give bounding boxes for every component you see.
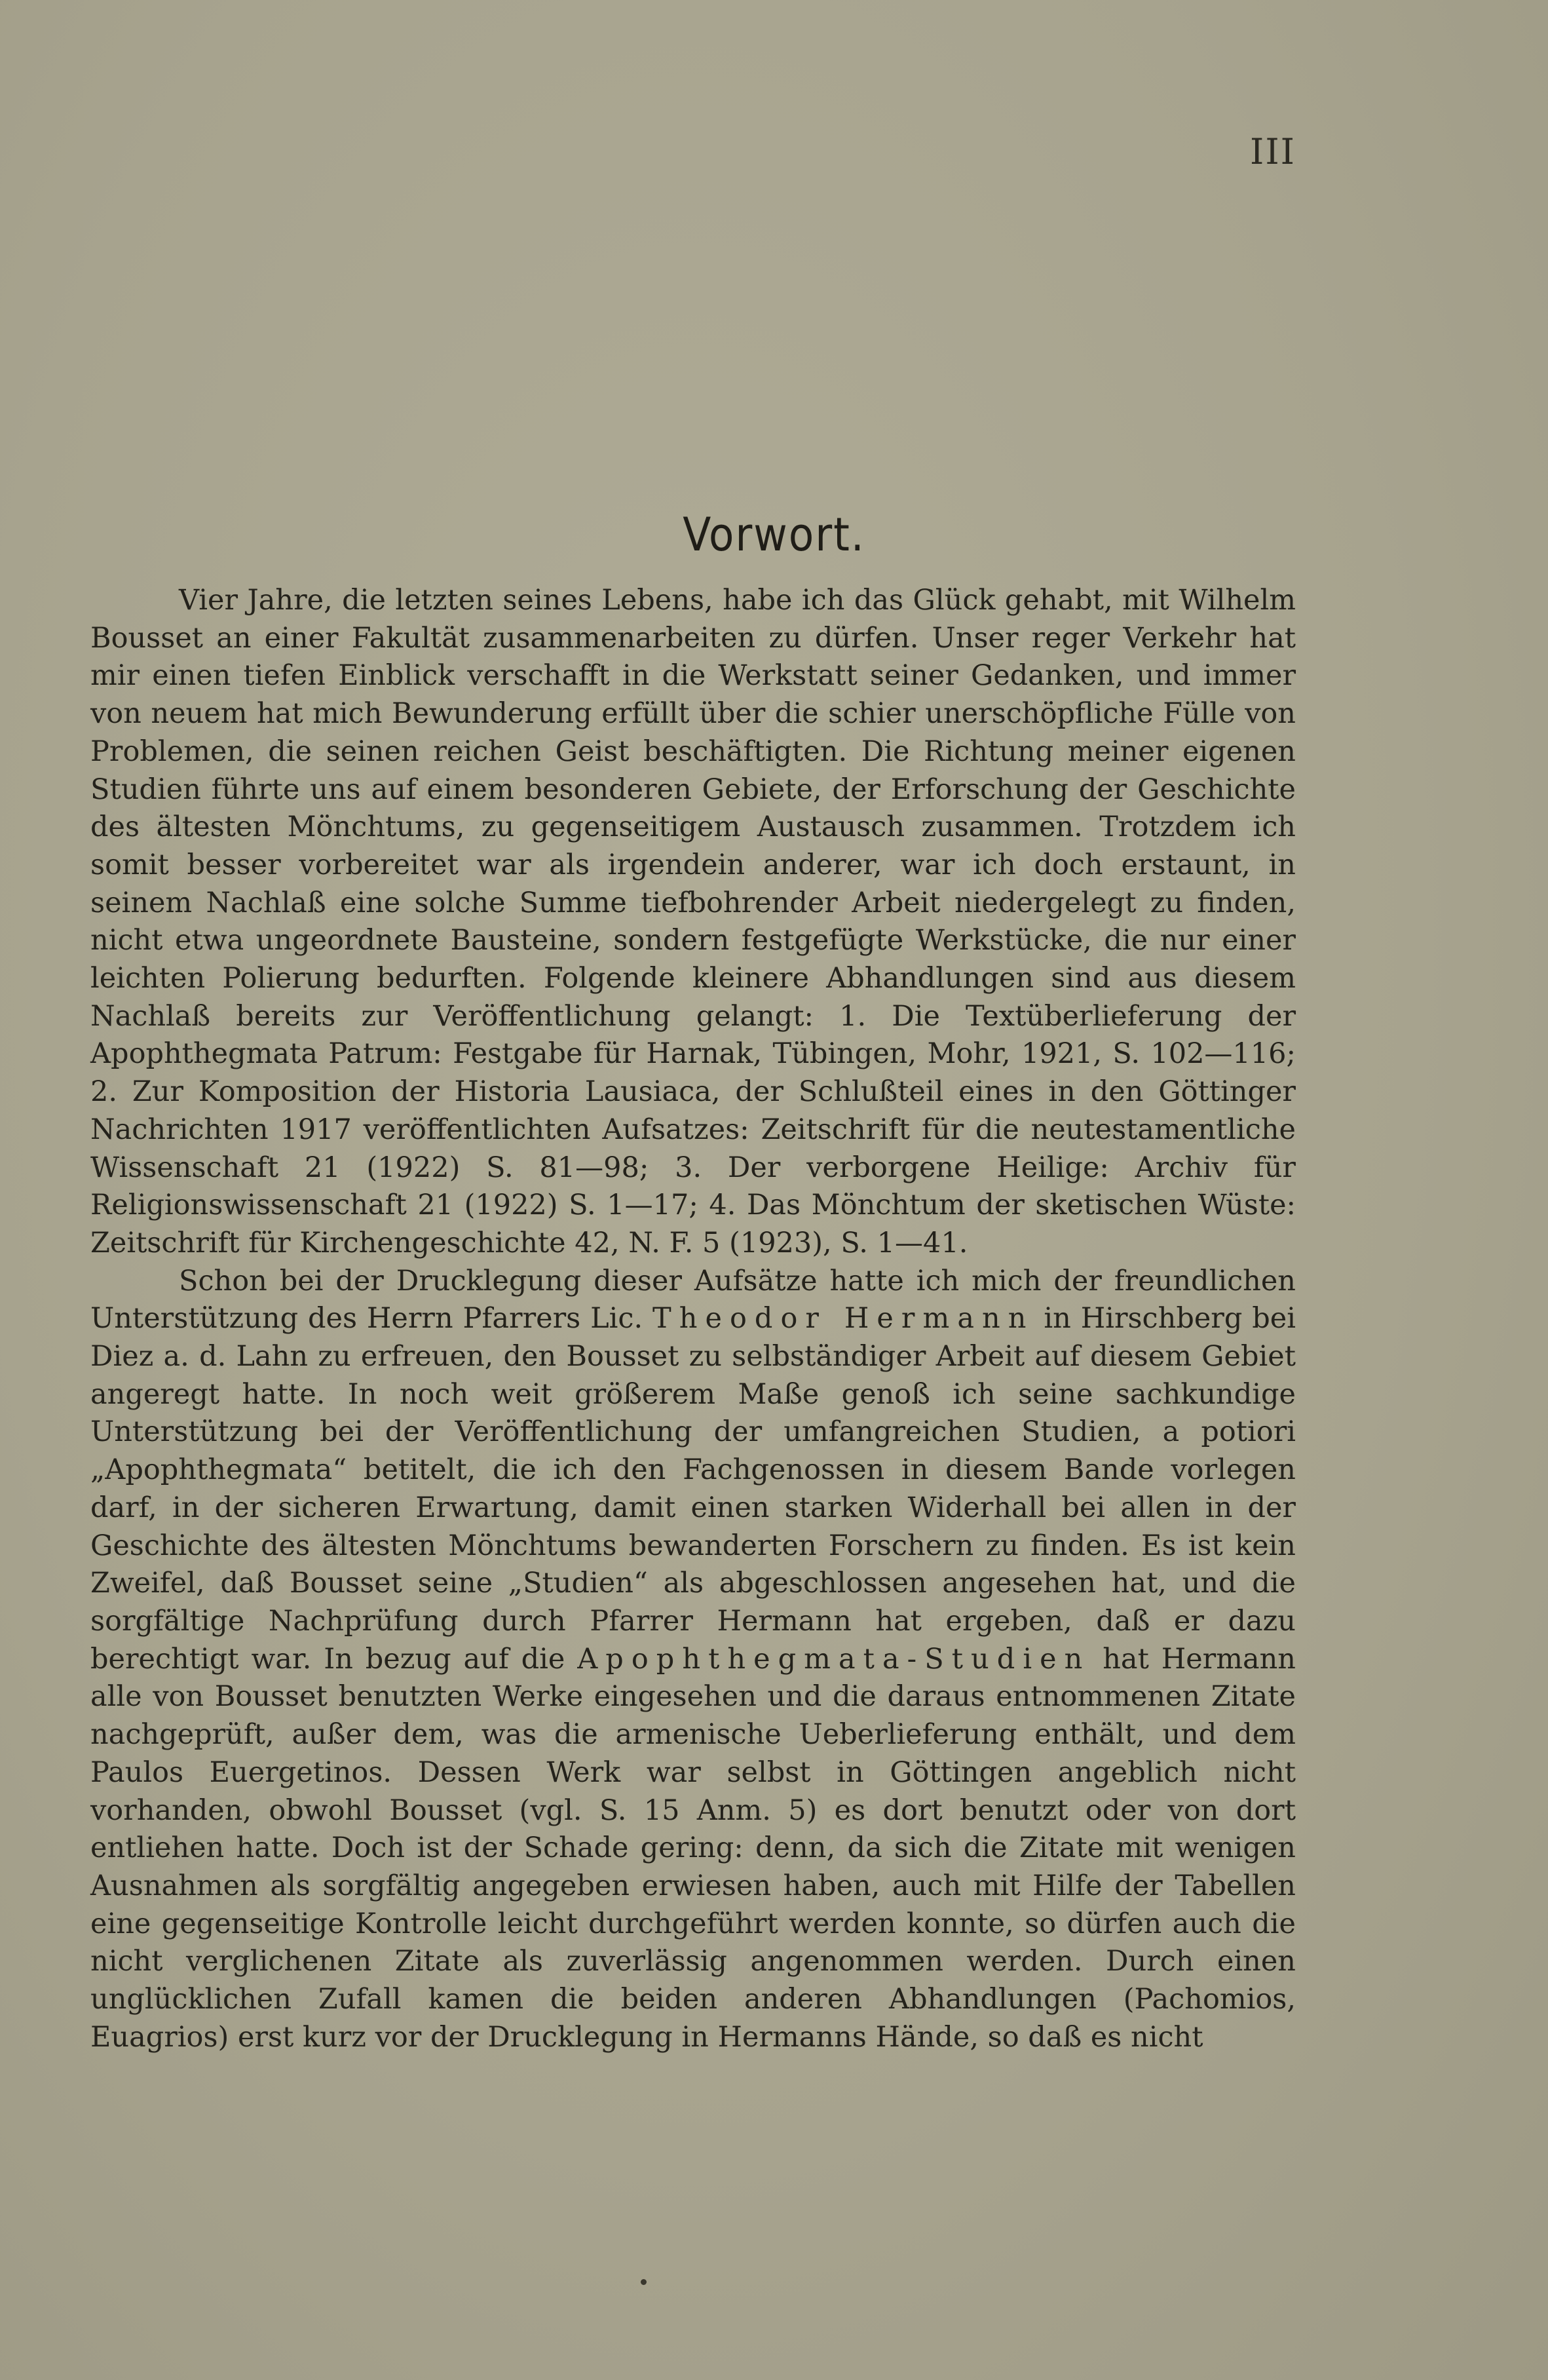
page-number: III <box>1250 131 1296 172</box>
spaced-name-theodor-hermann: Theodor Hermann <box>652 1302 1034 1335</box>
paragraph-2 <box>90 1263 1296 2057</box>
page-title: Vorwort. <box>683 508 865 562</box>
paragraph-1 <box>90 582 1296 1263</box>
ink-dot <box>641 2279 647 2285</box>
paragraph-2-text-c: hat Hermann alle von Bousset benutzten Werke eingesehen und die daraus entnommenen Zitate nachgeprüft, außer dem, was die armenische Ueberlieferung enthält, und dem Paulos Euergetinos. Dessen Werk war selbst in Göttingen angeblich nicht vorhanden, obwohl Bousset (vgl. S. 15 Anm. 5) es dort benutzt oder von dort entliehen hatte. Doch ist der Schade gering: denn, da sich die Zitate mit wenigen Ausnahmen als sorgfältig angegeben erwiesen haben, auch mit Hilfe der Tabellen eine gegenseitige Kontrolle leicht durchgeführt werden konnte, so dürfen auch die nicht verglichenen Zitate als zuverlässig angenommen werden. Durch einen unglücklichen Zufall kamen die beiden anderen Abhandlungen (Pachomios, Euagrios) erst kurz vor der Drucklegung in Hermanns Hände, so daß es nicht <box>90 1642 1296 2054</box>
paragraph-2-text-b: in Hirschberg bei Diez a. d. Lahn zu erfreuen, den Bousset zu selbständiger Arbeit auf diesem Gebiet angeregt hatte. In noch weit größerem Maße genoß ich seine sachkundige Unterstützung bei der Veröffentlichung der umfangreichen Studien, a potiori „Apophthegmata“ betitelt, die ich den Fachgenossen in diesem Bande vorlegen darf, in der sicheren Erwartung, damit einen starken Widerhall bei allen in der Geschichte des ältesten Mönchtums bewanderten Forschern zu finden. Es ist kein Zweifel, daß Bousset seine „Studien“ als abgeschlossen angesehen hat, und die sorgfältige Nachprüfung durch Pfarrer Hermann hat ergeben, daß er dazu berechtigt war. In bezug auf die <box>90 1302 1296 1676</box>
spaced-term-apophthegmata-studien: Apophthegmata-Studien <box>577 1642 1091 1676</box>
paragraph-2-text-a: Schon bei der Drucklegung dieser Aufsätze hatte ich mich der freundlichen Unterstützung des Herrn Pfarrers Lic. <box>90 1264 1296 1335</box>
body-text <box>90 582 1296 2056</box>
paragraph-1-text: Vier Jahre, die letzten seines Lebens, habe ich das Glück gehabt, mit Wilhelm Bousset an einer Fakultät zusammenarbeiten zu dürfen. Unser reger Verkehr hat mir einen tiefen Einblick verschafft in die Werkstatt seiner Gedanken, und immer von neuem hat mich Bewunderung erfüllt über die schier unerschöpfliche Fülle von Problemen, die seinen reichen Geist beschäftigten. Die Richtung meiner eigenen Studien führte uns auf einem besonderen Gebiete, der Erforschung der Geschichte des ältesten Mönchtums, zu gegenseitigem Austausch zusammen. Trotzdem ich somit besser vorbereitet war als irgendein anderer, war ich doch erstaunt, in seinem Nachlaß eine solche Summe tiefbohrender Arbeit niedergelegt zu finden, nicht etwa ungeordnete Bausteine, sondern festgefügte Werkstücke, die nur einer leichten Polierung bedurften. Folgende kleinere Abhandlungen sind aus diesem Nachlaß bereits zur Veröffentlichung gelangt: 1. Die Textüberlieferung der Apophthegmata Patrum: Festgabe für Harnak, Tübingen, Mohr, 1921, S. 102—116; 2. Zur Komposition der Historia Lausiaca, der Schlußteil eines in den Göttinger Nachrichten 1917 veröffentlichten Aufsatzes: Zeitschrift für die neutestamentliche Wissenschaft 21 (1922) S. 81—98; 3. Der verborgene Heilige: Archiv für Religionswissenschaft 21 (1922) S. 1—17; 4. Das Mönchtum der sketischen Wüste: Zeitschrift für Kirchengeschichte 42, N. F. 5 (1923), S. 1—41. <box>90 584 1296 1259</box>
